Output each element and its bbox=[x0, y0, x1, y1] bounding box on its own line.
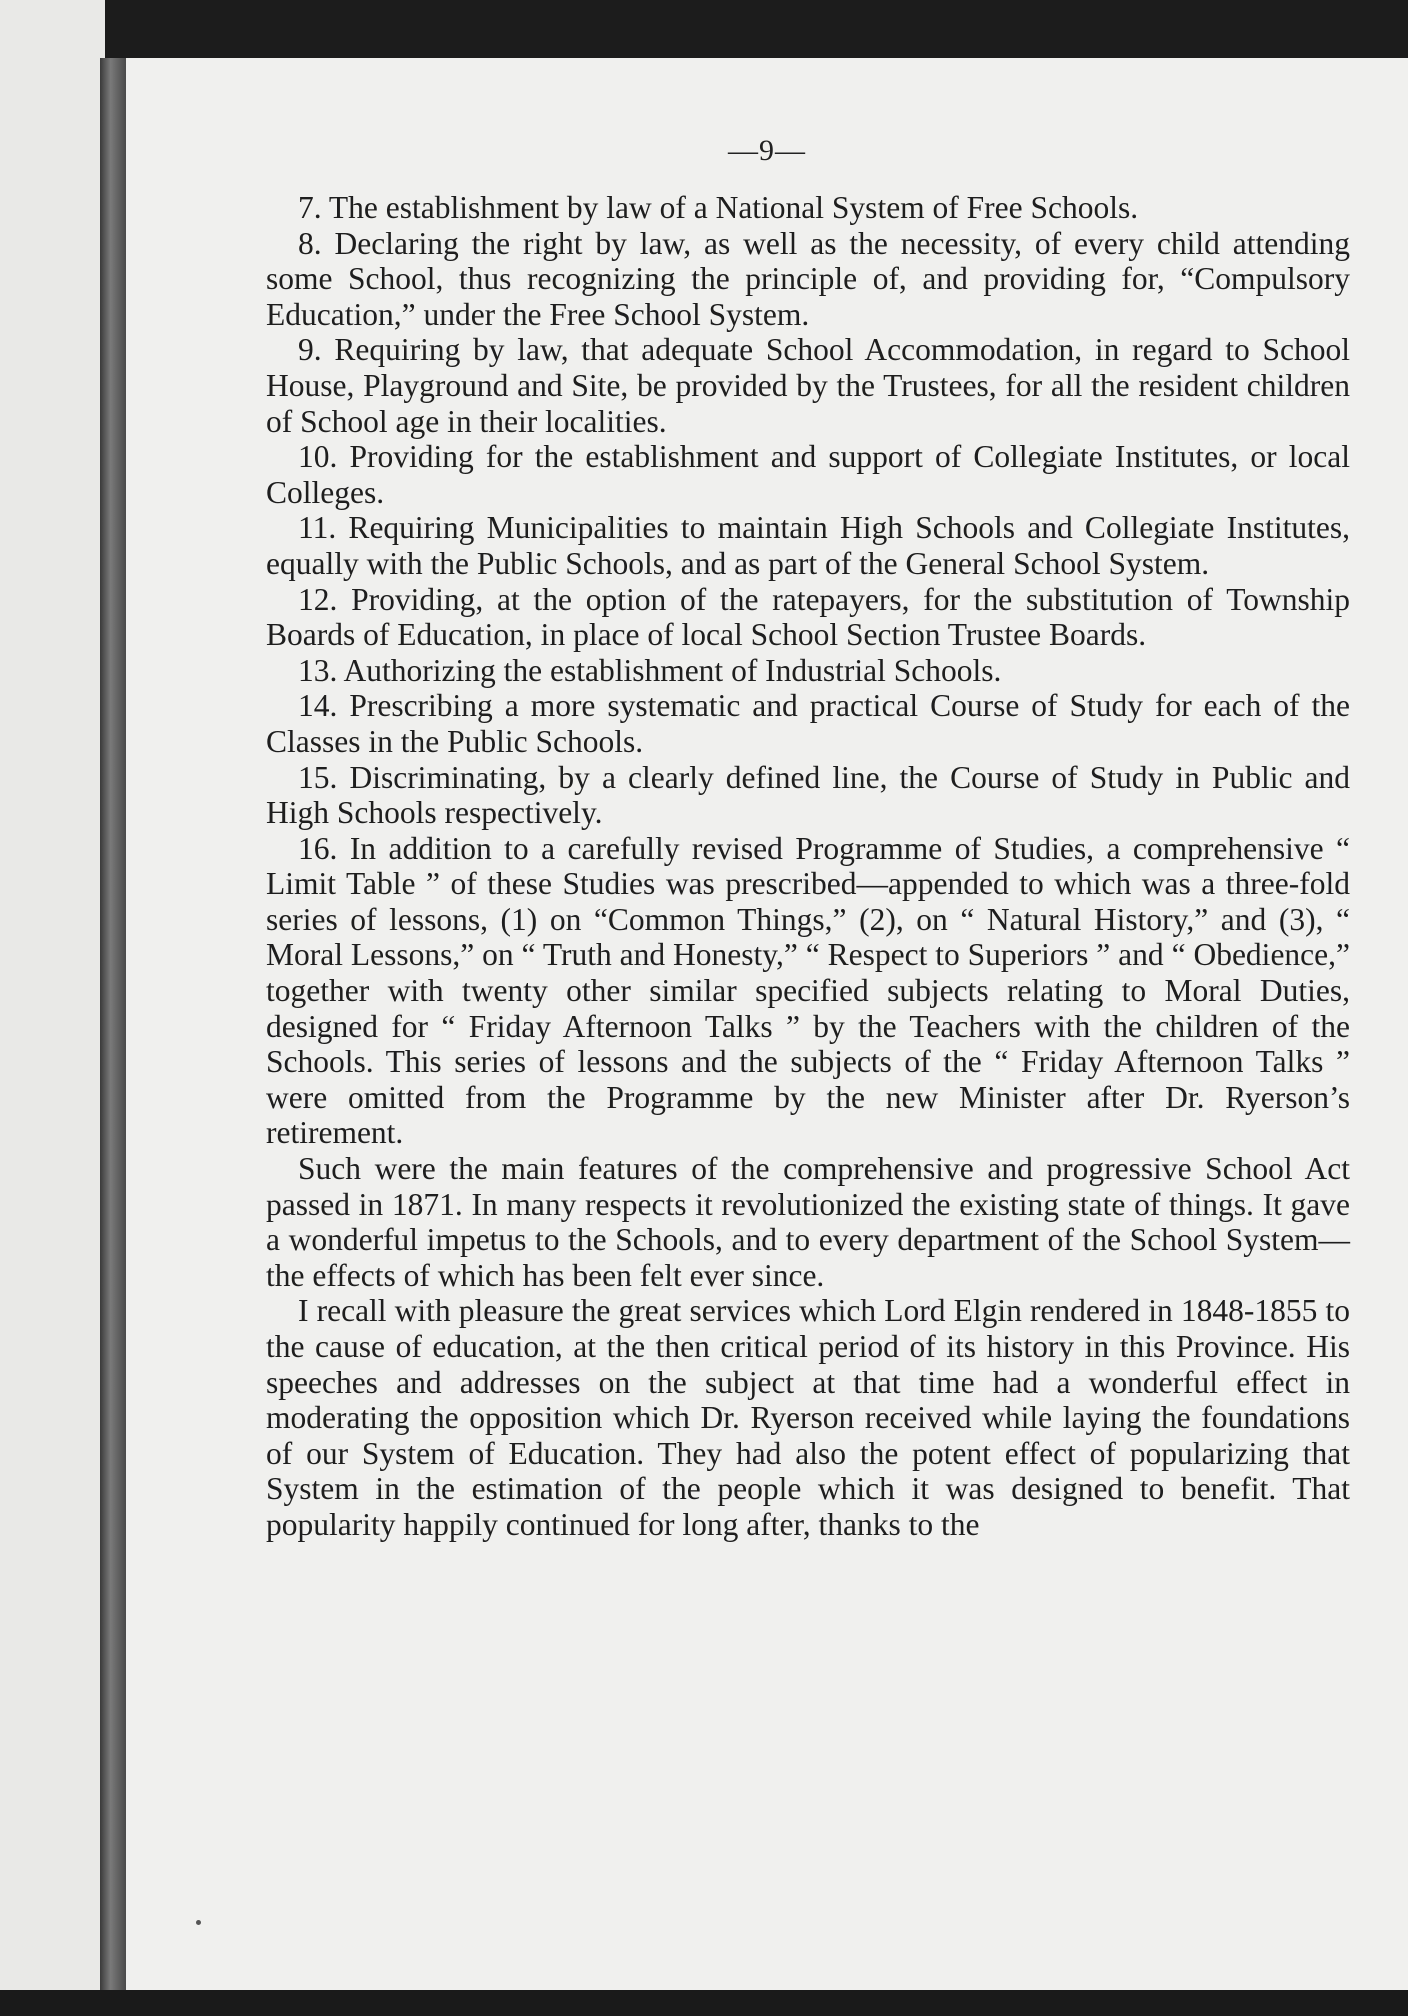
scan-top-border bbox=[0, 0, 1408, 58]
document-page bbox=[126, 58, 1408, 2016]
paragraph-item-7: 7. The establishment by law of a National System of Free Schools. bbox=[298, 190, 1139, 225]
scan-bottom-border bbox=[0, 1990, 1408, 2016]
paragraph-lord-elgin: I recall with pleasure the great services which Lord Elgin rendered in 1848-1855 to the cause of education, at the then critical period of its history in this Province. His speeches and addresses on the subject at that time had a wonderful effect in moderating the opposition which Dr. Ryerson received while laying the foundations of our System of Education. They had also the potent effect of popularizing that System in the estimation of the people which it was designed to benefit. That popularity happily continued for long after, thanks to the bbox=[266, 1293, 1350, 1542]
paragraph-item-15: 15. Discriminating, by a clearly defined line, the Course of Study in Public and High Schools respectively. bbox=[266, 759, 1350, 831]
page-number: —9— bbox=[728, 134, 806, 167]
paragraph-item-12: 12. Providing, at the option of the ratepayers, for the substitution of Township Boards of Education, in place of local School Section Trustee Boards. bbox=[266, 581, 1350, 653]
paragraph-item-9: 9. Requiring by law, that adequate School Accommodation, in regard to School House, Playground and Site, be provided by the Trustees, for all the resident children of School age in their localities. bbox=[266, 332, 1350, 439]
scan-left-margin bbox=[0, 0, 105, 2016]
paragraph-item-11: 11. Requiring Municipalities to maintain High Schools and Collegiate Institutes, equally with the Public Schools, and as part of the General School System. bbox=[266, 510, 1350, 581]
paragraph-school-act: Such were the main features of the comprehensive and progressive School Act passed in 1871. In many respects it revolutionized the existing state of things. It gave a wonderful impetus to the Schools, and to every department of the School System—the effects of which has been felt ever since. bbox=[266, 1151, 1350, 1293]
paragraph-item-13: 13. Authorizing the establishment of Industrial Schools. bbox=[298, 652, 1002, 688]
paragraph-item-14: 14. Prescribing a more systematic and practical Course of Study for each of the Classes in the Public Schools. bbox=[266, 688, 1350, 759]
scan-speck bbox=[196, 1920, 201, 1925]
body-text bbox=[266, 190, 1350, 1543]
paragraph-item-10: 10. Providing for the establishment and support of Collegiate Institutes, or local Colleges. bbox=[266, 439, 1350, 510]
paragraph-item-16: 16. In addition to a carefully revised Programme of Studies, a comprehensive “ Limit Table ” of these Studies was prescribed—appended to which was a three-fold series of lessons, (1) on “Common Things,” (2), on “ Natural History,” and (3), “ Moral Lessons,” on “ Truth and Honesty,” “ Respect to Superiors ” and “ Obedience,” together with twenty other similar specified subjects relating to Moral Duties, designed for “ Friday Afternoon Talks ” by the Teachers with the children of the Schools. This series of lessons and the subjects of the “ Friday Afternoon Talks ” were omitted from the Programme by the new Minister after Dr. Ryerson’s retirement. bbox=[266, 830, 1350, 1151]
paragraph-item-8: 8. Declaring the right by law, as well as the necessity, of every child attending some School, thus recognizing the principle of, and providing for, “Compulsory Education,” under the Free School System. bbox=[266, 225, 1350, 332]
book-spine-edge bbox=[100, 58, 126, 2016]
